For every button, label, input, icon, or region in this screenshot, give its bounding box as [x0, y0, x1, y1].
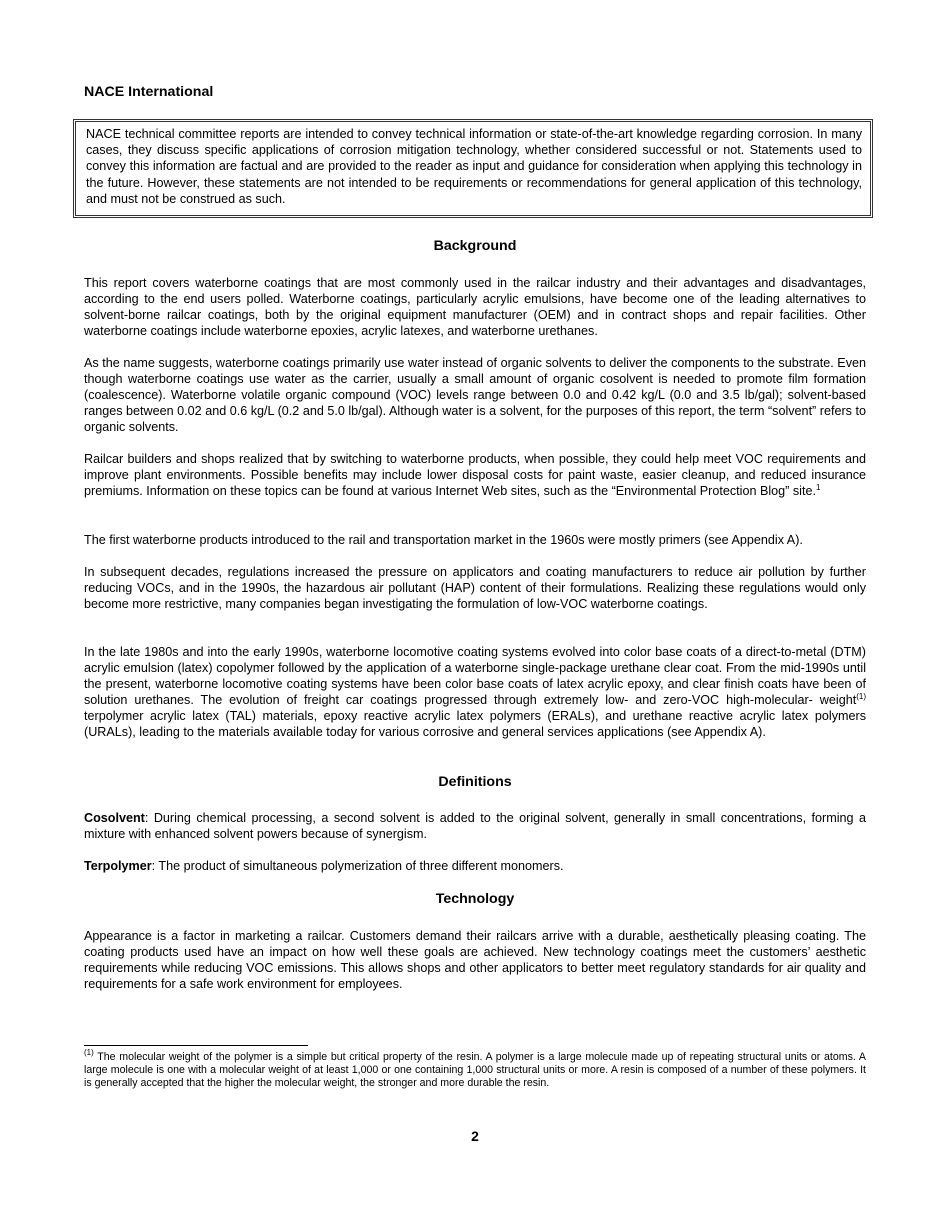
definition-text-terpolymer: : The product of simultaneous polymerization of three different monomers.	[151, 859, 564, 873]
footnote	[84, 1048, 866, 1091]
background-paragraph-5: In subsequent decades, regulations increased the pressure on applicators and coating manufacturers to reduce air pollution by further reducing VOCs, and in the 1990s, the hazardous air pollutant (HAP) content of their formulations. Realizing these regulations would only become more restrictive, many companies began investigating the formulation of low-VOC waterborne coatings.	[84, 565, 866, 612]
background-heading: Background	[433, 238, 517, 254]
footnote-reference-molecular-weight: (1)	[856, 692, 866, 702]
disclaimer-text: NACE technical committee reports are intended to convey technical information or state-of-the-art knowledge regarding corrosion. In many cases, they discuss specific applications of corrosion mitigation technology, whether considered successful or not. Statements used to convey this information are factual and are provided to the reader as input and guidance for consideration when applying this technology in the future. However, these statements are not intended to be requirements or recommendations for general application of this technology, and must not be construed as such.	[86, 127, 862, 206]
background-paragraph-6-text-a: In the late 1980s and into the early 1990s, waterborne locomotive coating systems evolved into color base coats of a direct-to-metal (DTM) acrylic emulsion (latex) copolymer followed by the application of a waterborne single-package urethane clear coat. From the mid-1990s until the present, waterborne locomotive coating systems have been color base coats of latex acrylic epoxy, and clear finish coats have been of solution urethanes. The evolution of freight car coatings progressed through extremely low- and zero-VOC high-molecular- weight	[84, 645, 866, 708]
definition-term-terpolymer: Terpolymer	[84, 859, 152, 873]
background-paragraph-6	[84, 644, 866, 741]
background-paragraph-2: As the name suggests, waterborne coatings primarily use water instead of organic solvents to deliver the components to the substrate. Even though waterborne coatings use water as the carrier, usually a small amount of organic cosolvent is needed to promote film formation (coalescence). Waterborne volatile organic compound (VOC) levels range between 0.0 and 0.42 kg/L (0.0 and 3.5 lb/gal); solvent-based ranges between 0.02 and 0.6 kg/L (0.2 and 5.0 lb/gal). Although water is a solvent, for the purposes of this report, the term “solvent” refers to organic solvents.	[84, 356, 866, 435]
disclaimer-box	[73, 119, 873, 218]
page-number: 2	[471, 1128, 479, 1144]
footnote-divider	[84, 1045, 308, 1046]
definition-text-cosolvent: : During chemical processing, a second solvent is added to the original solvent, generally in small concentrations, forming a mixture with enhanced solvent powers because of synergism.	[84, 811, 866, 842]
organization-title: NACE International	[84, 84, 214, 100]
footnote-reference-1: 1	[815, 483, 821, 493]
background-paragraph-3-text: Railcar builders and shops realized that by switching to waterborne products, when possible, they could help meet VOC requirements and improve plant environments. Possible benefits may include lower disposal costs for paint waste, easier cleanup, and reduced insurance premiums. Information on these topics can be found at various Internet Web sites, such as the “Environmental Protection Blog” site.	[84, 452, 866, 499]
definitions-heading: Definitions	[438, 774, 512, 790]
background-paragraph-6-text-b: terpolymer acrylic latex (TAL) materials, epoxy reactive acrylic latex polymers (ERALs), and urethane reactive acrylic latex polymers (URALs), leading to the materials available today for various corrosive and general services applications (see Appendix A).	[84, 709, 866, 740]
background-paragraph-1: This report covers waterborne coatings that are most commonly used in the railcar industry and their advantages and disadvantages, according to the end users polled. Waterborne coatings, particularly acrylic emulsions, have become one of the leading alternatives to solvent-borne railcar coatings, both by the original equipment manufacturer (OEM) and in contract shops and repair facilities. Other waterborne coatings include waterborne epoxies, acrylic latexes, and waterborne urethanes.	[84, 276, 866, 339]
technology-heading: Technology	[435, 891, 515, 907]
technology-paragraph-1: Appearance is a factor in marketing a railcar. Customers demand their railcars arrive with a durable, aesthetically pleasing coating. The coating products used have an impact on how well these goals are achieved. New technology coatings meet the customers’ aesthetic requirements while reducing VOC emissions. This allows shops and other applicators to better meet regulatory standards for air quality and requirements for a safe work environment for employees.	[84, 929, 866, 992]
definition-cosolvent	[84, 810, 866, 842]
footnote-marker: (1)	[84, 1048, 94, 1057]
footnote-text: The molecular weight of the polymer is a simple but critical property of the resin. A polymer is a large molecule made up of repeating structural units or atoms. A large molecule is one with a molecular weight of at least 1,000 or one containing 1,000 structural units or more. A resin is composed of a number of these polymers. It is generally accepted that the higher the molecular weight, the stronger and more durable the resin.	[84, 1051, 866, 1090]
background-paragraph-4: The first waterborne products introduced to the rail and transportation market in the 1960s were mostly primers (see Appendix A).	[84, 533, 803, 547]
background-paragraph-3	[84, 451, 866, 499]
definition-term-cosolvent: Cosolvent	[84, 811, 145, 825]
definition-terpolymer	[84, 858, 866, 874]
